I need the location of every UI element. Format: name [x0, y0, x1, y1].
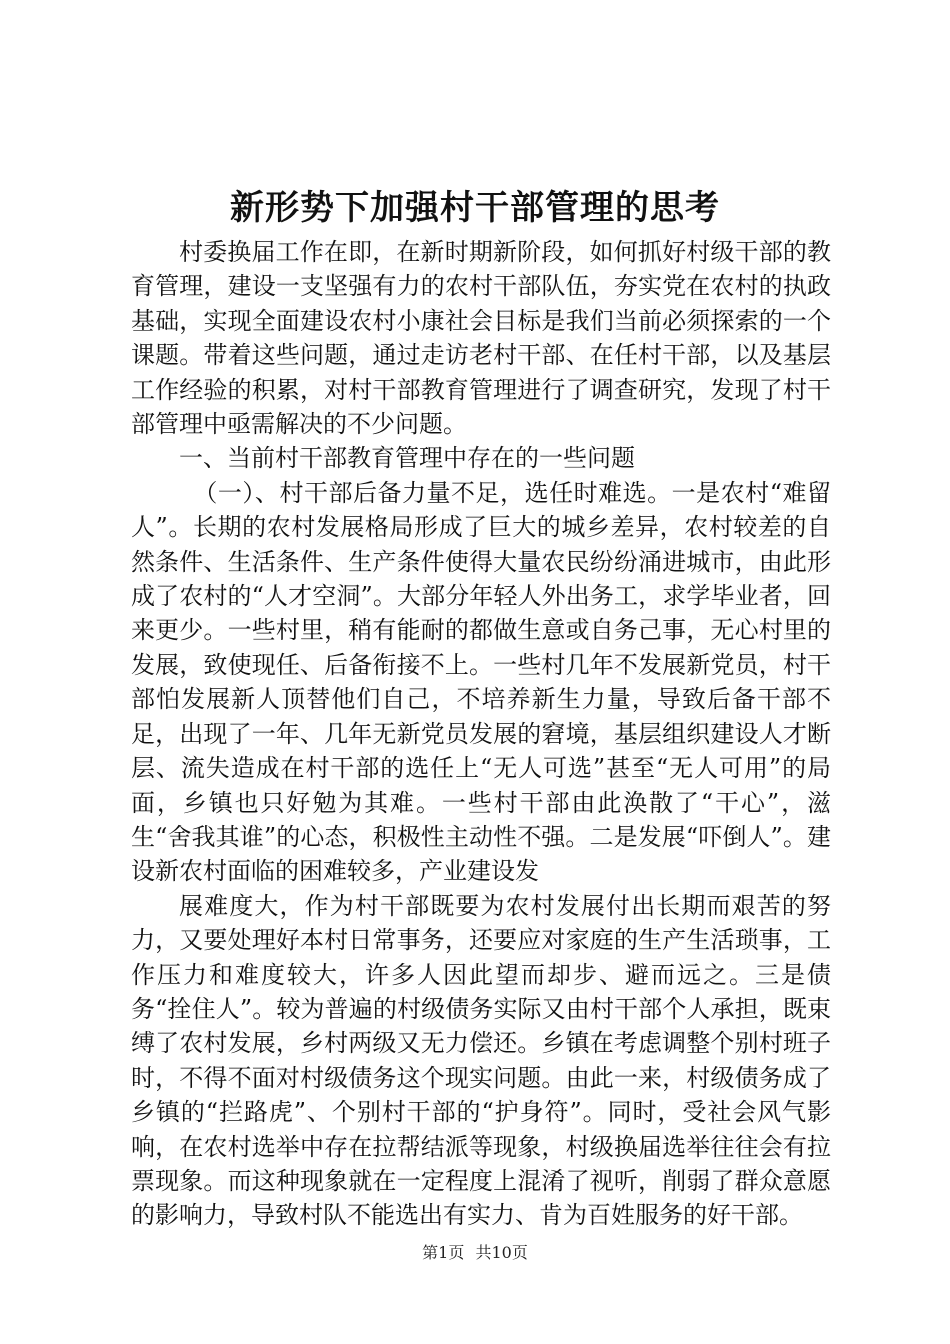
continuation-paragraph: 展难度大，作为村干部既要为农村发展付出长期而艰苦的努力，又要处理好本村日常事务，还要应对家庭的生产生活琐事，工作压力和难度较大，许多人因此望而却步、避而远之。三是债务“拴住人”。较为普遍的村级债务实际又由村干部个人承担，既束缚了农村发展，乡村两级又无力偿还。乡镇在考虑调整个别村班子时，不得不面对村级债务这个现实问题。由此一来，村级债务成了乡镇的“拦路虎”、个别村干部的“护身符”。同时，受社会风气影响，在农村选举中存在拉帮结派等现象，村级换届选举往往会有拉票现象。而这种现象就在一定程度上混淆了视听，削弱了群众意愿的影响力，导致村队不能选出有实力、肯为百姓服务的好干部。 [131, 891, 831, 1230]
document-body [131, 235, 831, 1233]
page-footer [0, 1242, 950, 1264]
subsection-paragraph: （一）、村干部后备力量不足，选任时难选。一是农村“难留人”。长期的农村发展格局形成了巨大的城乡差异，农村较差的自然条件、生活条件、生产条件使得大量农民纷纷涌进城市，由此形成了农村的“人才空洞”。大部分年轻人外出务工，求学毕业者，回来更少。一些村里，稍有能耐的都做生意或自务己事，无心村里的发展，致使现任、后备衔接不上。一些村几年不发展新党员，村干部怕发展新人顶替他们自己，不培养新生力量，导致后备干部不足，出现了一年、几年无新党员发展的窘境，基层组织建设人才断层、流失造成在村干部的选任上“无人可选”甚至“无人可用”的局面，乡镇也只好勉为其难。一些村干部由此涣散了“干心”，滋生“舍我其谁”的心态，积极性主动性不强。二是发展“吓倒人”。建设新农村面临的困难较多，产业建设发 [131, 478, 831, 886]
page-number: 第1页 [422, 1243, 465, 1262]
intro-paragraph: 村委换届工作在即，在新时期新阶段，如何抓好村级干部的教育管理，建设一支坚强有力的农村干部队伍，夯实党在农村的执政基础，实现全面建设农村小康社会目标是我们当前必须探索的一个课题。带着这些问题，通过走访老村干部、在任村干部，以及基层工作经验的积累，对村干部教育管理进行了调查研究，发现了村干部管理中亟需解决的不少问题。 [131, 238, 831, 439]
page-total: 共10页 [475, 1243, 528, 1262]
section-heading: 一、当前村干部教育管理中存在的一些问题 [179, 444, 635, 473]
document-title: 新形势下加强村干部管理的思考 [230, 188, 720, 228]
